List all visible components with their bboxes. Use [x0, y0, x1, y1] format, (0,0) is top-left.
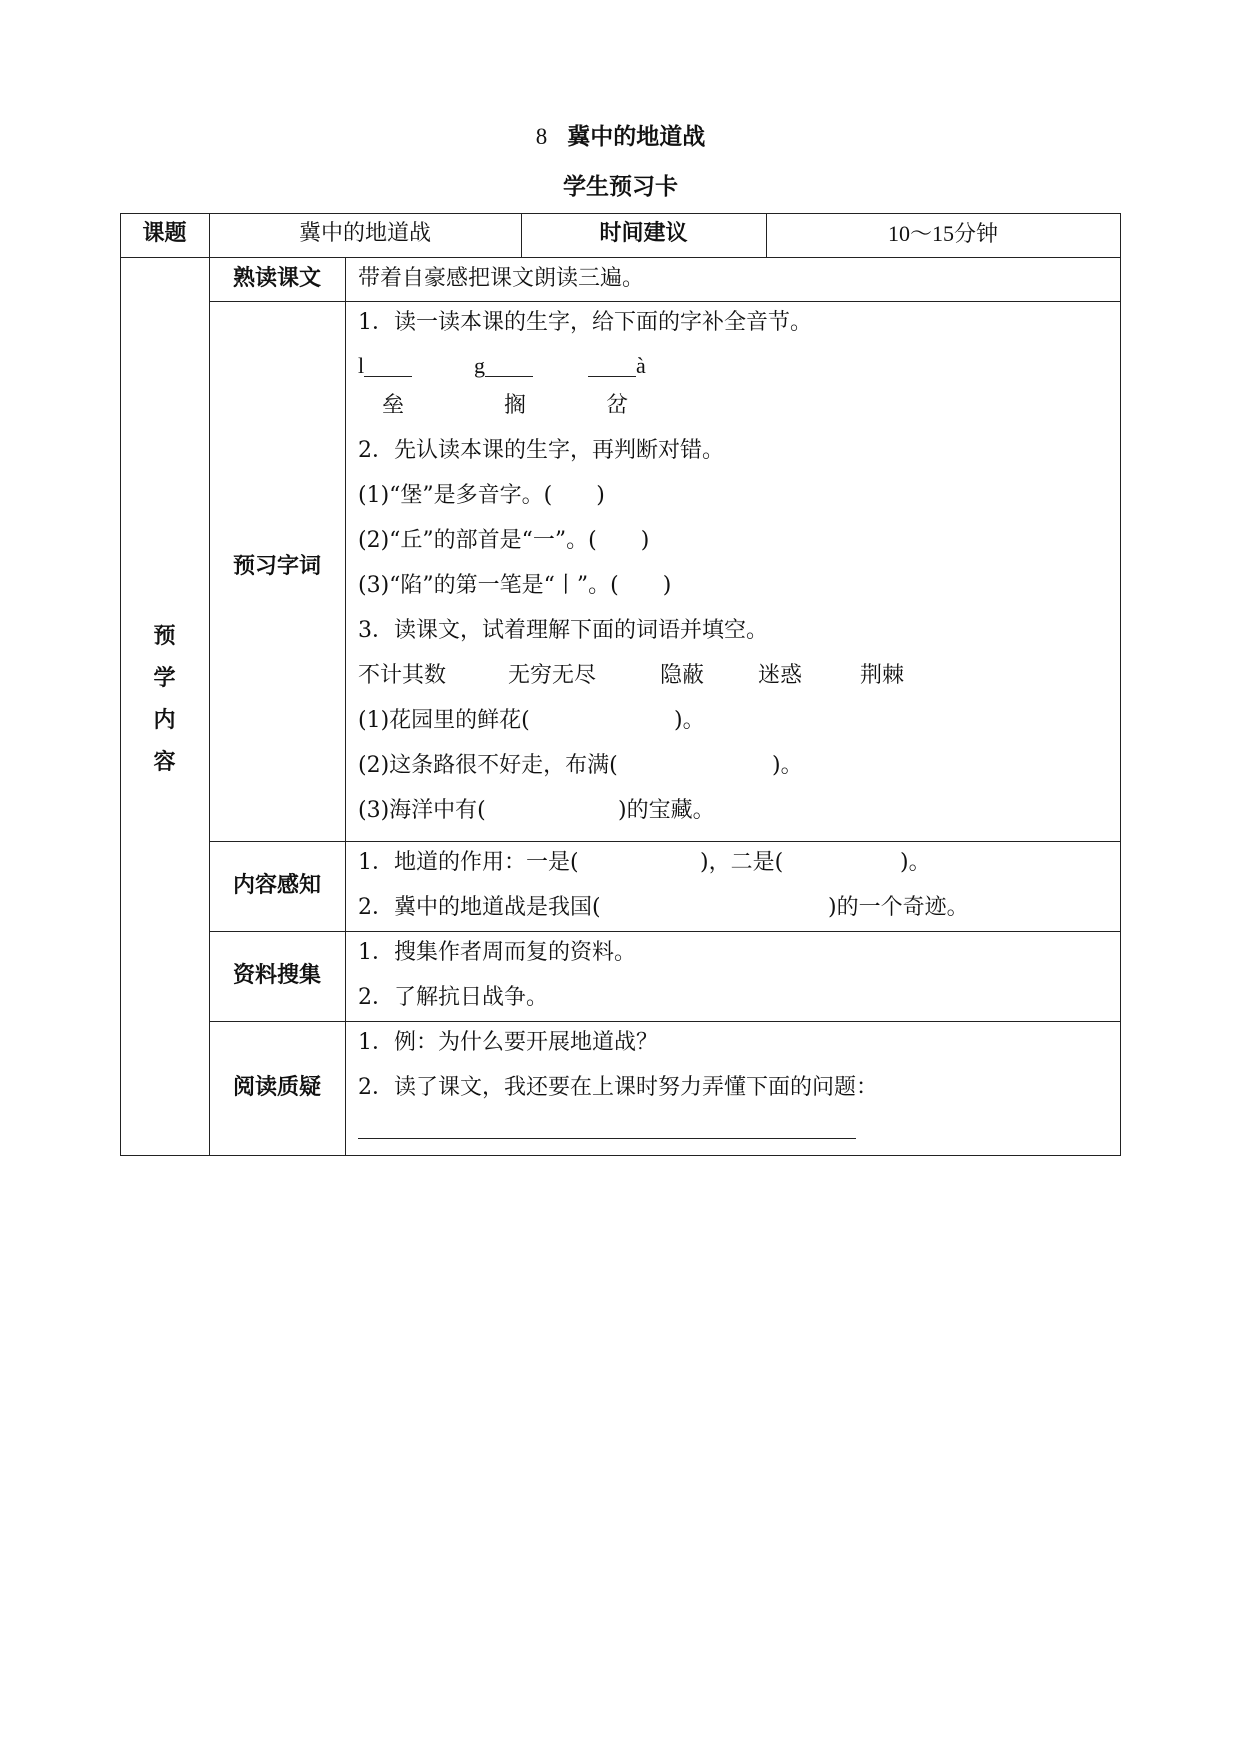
topic-value: 冀中的地道战: [298, 221, 431, 246]
side-label-3: 内: [153, 708, 176, 733]
row-label-questions: 阅读质疑: [232, 1075, 321, 1100]
side-label-4: 容: [153, 750, 176, 775]
vocab-1: 不计其数: [358, 663, 447, 688]
content-l2a: 2．冀中的地道战是我国(: [358, 895, 601, 920]
vocab-2: 无穷无尽: [508, 663, 597, 688]
q3-item-3b: )的宝藏。: [618, 798, 715, 823]
research-l2: 2．了解抗日战争。: [358, 985, 548, 1010]
char-2: 搁: [504, 393, 527, 418]
content-l1c: )。: [900, 850, 931, 875]
vocab-5: 荆棘: [860, 663, 905, 688]
pinyin-blank-2: [474, 355, 533, 377]
q2-item-2: (2)“丘”的部首是“一”。( ): [358, 528, 650, 553]
pinyin-3: à: [636, 353, 646, 378]
words-q3: 3．读课文，试着理解下面的词语并填空。: [358, 618, 768, 643]
row-label-content: 内容感知: [232, 873, 321, 898]
answer-line[interactable]: [358, 1138, 856, 1139]
q2-item-3: (3)“陷”的第一笔是“丨”。( ): [358, 573, 672, 598]
pinyin-2: g: [474, 353, 485, 378]
pinyin-1: l: [358, 353, 365, 378]
q2-item-1: (1)“堡”是多音字。( ): [358, 483, 605, 508]
q3-item-3a: (3)海洋中有(: [358, 798, 486, 823]
side-label-1: 预: [153, 624, 176, 649]
content-l1a: 1．地道的作用：一是(: [358, 850, 579, 875]
row-label-research: 资料搜集: [232, 963, 321, 988]
row-label-words: 预习字词: [232, 554, 321, 579]
q3-item-1b: )。: [674, 708, 705, 733]
reading-text: 带着自豪感把课文朗读三遍。: [358, 266, 645, 291]
vocab-4: 迷惑: [758, 663, 803, 688]
time-label: 时间建议: [599, 221, 688, 246]
questions-l1: 1．例：为什么要开展地道战？: [358, 1030, 658, 1055]
content-l2b: )的一个奇迹。: [828, 895, 969, 920]
q3-item-2b: )。: [772, 753, 803, 778]
q3-item-2a: (2)这条路很不好走，布满(: [358, 753, 618, 778]
q3-item-1a: (1)花园里的鲜花(: [358, 708, 530, 733]
content-l1b: )，二是(: [700, 850, 784, 875]
page-title: [0, 118, 1241, 151]
row-label-reading: 熟读课文: [232, 266, 321, 291]
char-1: 垒: [382, 393, 405, 418]
words-q1: 1．读一读本课的生字，给下面的字补全音节。: [358, 310, 812, 335]
vocab-3: 隐蔽: [660, 663, 705, 688]
pinyin-blank-3: [588, 355, 646, 377]
lesson-title: 冀中的地道战: [567, 124, 706, 150]
questions-l2: 2．读了课文，我还要在上课时努力弄懂下面的问题：: [358, 1075, 878, 1100]
topic-label: 课题: [142, 221, 187, 246]
research-l1: 1．搜集作者周而复的资料。: [358, 940, 636, 965]
side-label-2: 学: [153, 666, 176, 691]
pinyin-blank-1: [358, 355, 412, 377]
lesson-number: 8: [535, 124, 548, 149]
card-title: 学生预习卡: [563, 174, 678, 200]
words-q2: 2．先认读本课的生字，再判断对错。: [358, 438, 724, 463]
char-3: 岔: [606, 393, 629, 418]
time-value: 10～15分钟: [887, 221, 998, 246]
